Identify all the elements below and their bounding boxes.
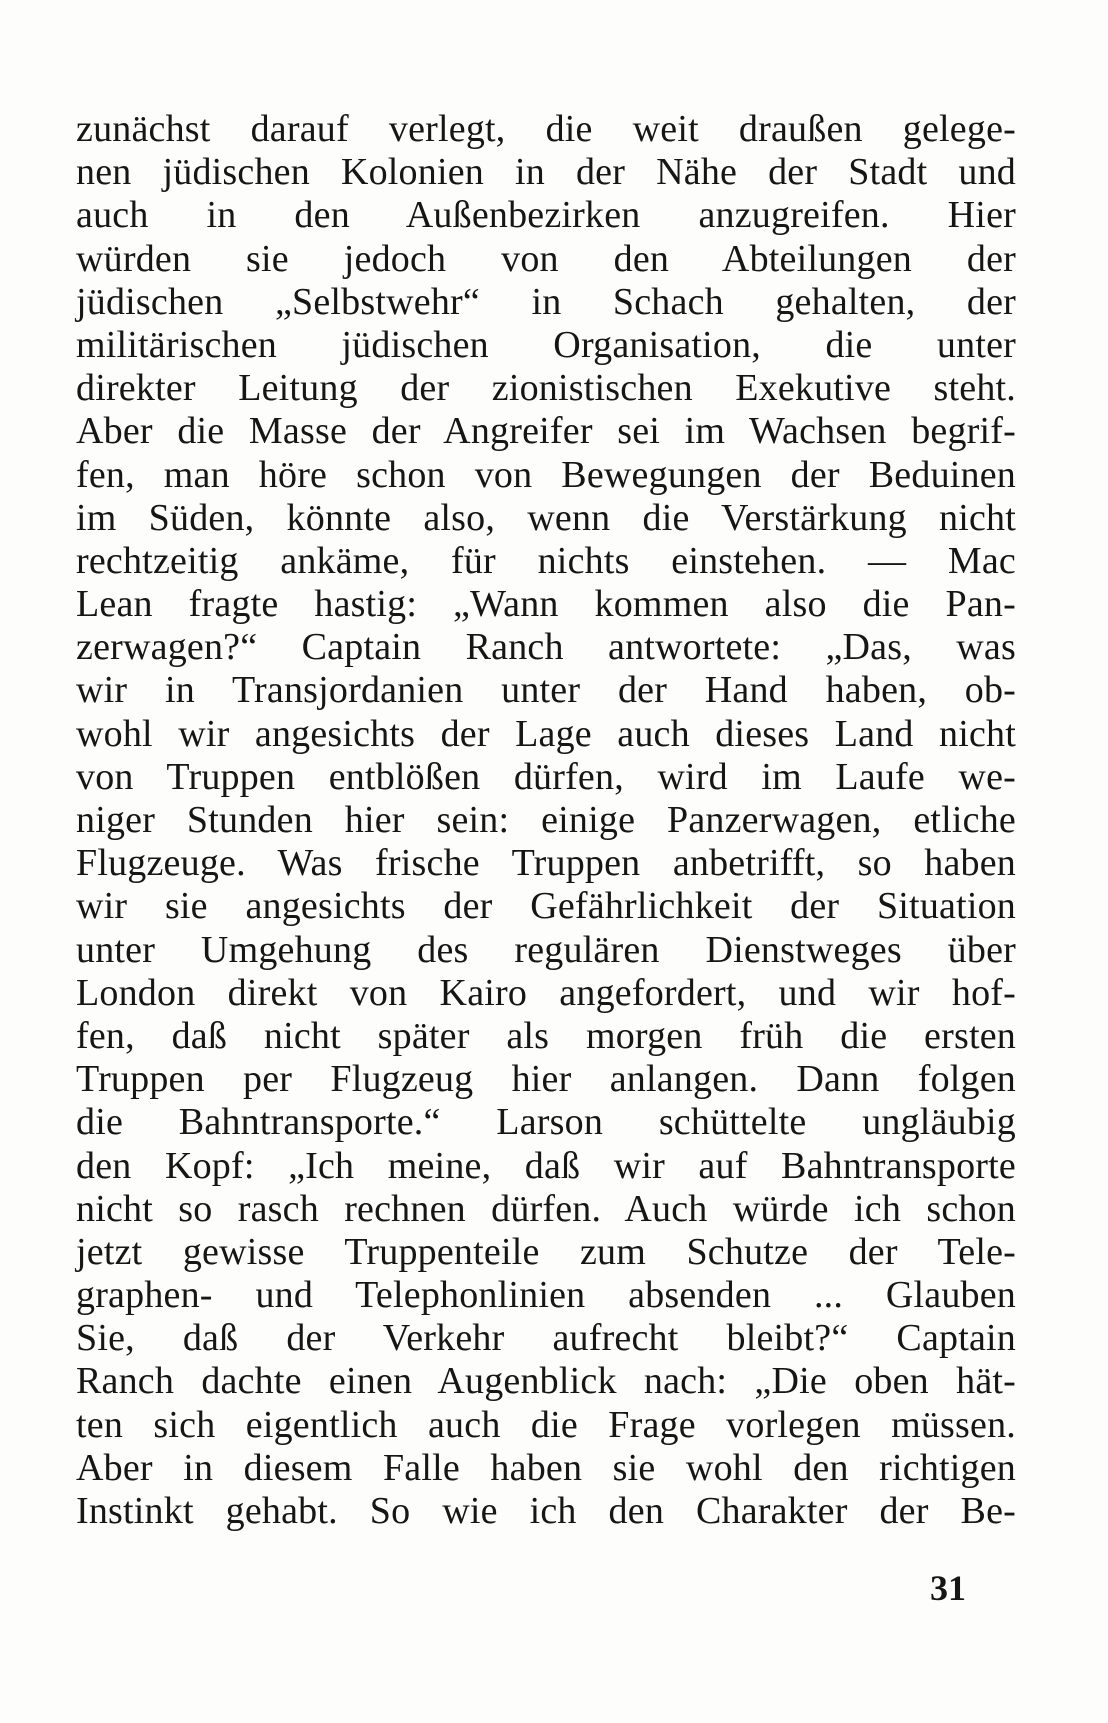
text-line: militärischen jüdischen Organisation, die unter xyxy=(76,323,1016,366)
text-line: zunächst darauf verlegt, die weit draußen gelege- xyxy=(76,108,1016,150)
body-text xyxy=(76,108,1016,1533)
text-line: wir sie angesichts der Gefährlichkeit der Situation xyxy=(76,885,1016,928)
text-line: würden sie jedoch von den Abteilungen der xyxy=(76,237,1016,280)
text-line: rechtzeitig ankäme, für nichts einstehen. — Mac xyxy=(76,539,1016,582)
text-line: jetzt gewisse Truppenteile zum Schutze der Tele- xyxy=(76,1230,1016,1273)
text-line: Ranch dachte einen Augenblick nach: „Die oben hät- xyxy=(76,1360,1016,1403)
text-line: Sie, daß der Verkehr aufrecht bleibt?“ Captain xyxy=(76,1317,1016,1360)
text-line: fen, daß nicht später als morgen früh die ersten xyxy=(76,1014,1016,1057)
text-line: auch in den Außenbezirken anzugreifen. Hier xyxy=(76,194,1016,237)
text-line: Truppen per Flugzeug hier anlangen. Dann folgen xyxy=(76,1058,1016,1101)
text-line: graphen- und Telephonlinien absenden ... Glauben xyxy=(76,1274,1016,1317)
text-line: London direkt von Kairo angefordert, und wir hof- xyxy=(76,971,1016,1014)
text-line: unter Umgehung des regulären Dienstweges über xyxy=(76,928,1016,971)
text-line: Instinkt gehabt. So wie ich den Charakter der Be- xyxy=(76,1490,1016,1532)
text-line: zerwagen?“ Captain Ranch antwortete: „Das, was xyxy=(76,626,1016,669)
text-line: nicht so rasch rechnen dürfen. Auch würde ich schon xyxy=(76,1187,1016,1230)
text-line: jüdischen „Selbstwehr“ in Schach gehalten, der xyxy=(76,280,1016,323)
text-line: Lean fragte hastig: „Wann kommen also die Pan- xyxy=(76,583,1016,626)
text-line: wir in Transjordanien unter der Hand haben, ob- xyxy=(76,669,1016,712)
text-line: Aber in diesem Falle haben sie wohl den richtigen xyxy=(76,1446,1016,1489)
page-number: 31 xyxy=(930,1568,966,1608)
text-line: fen, man höre schon von Bewegungen der Beduinen xyxy=(76,453,1016,496)
text-line: niger Stunden hier sein: einige Panzerwagen, etliche xyxy=(76,799,1016,841)
text-line: Flugzeuge. Was frische Truppen anbetrifft, so haben xyxy=(76,842,1016,885)
text-line: direkter Leitung der zionistischen Exekutive steht. xyxy=(76,367,1016,410)
text-line: im Süden, könnte also, wenn die Verstärkung nicht xyxy=(76,496,1016,539)
text-line: von Truppen entblößen dürfen, wird im Laufe we- xyxy=(76,755,1016,798)
text-line: nen jüdischen Kolonien in der Nähe der Stadt und xyxy=(76,151,1016,194)
text-line: die Bahntransporte.“ Larson schüttelte ungläubig xyxy=(76,1101,1016,1144)
text-line: wohl wir angesichts der Lage auch dieses Land nicht xyxy=(76,712,1016,755)
text-line: ten sich eigentlich auch die Frage vorlegen müssen. xyxy=(76,1403,1016,1446)
text-line: Aber die Masse der Angreifer sei im Wachsen begrif- xyxy=(76,410,1016,453)
text-line: den Kopf: „Ich meine, daß wir auf Bahntransporte xyxy=(76,1144,1016,1187)
